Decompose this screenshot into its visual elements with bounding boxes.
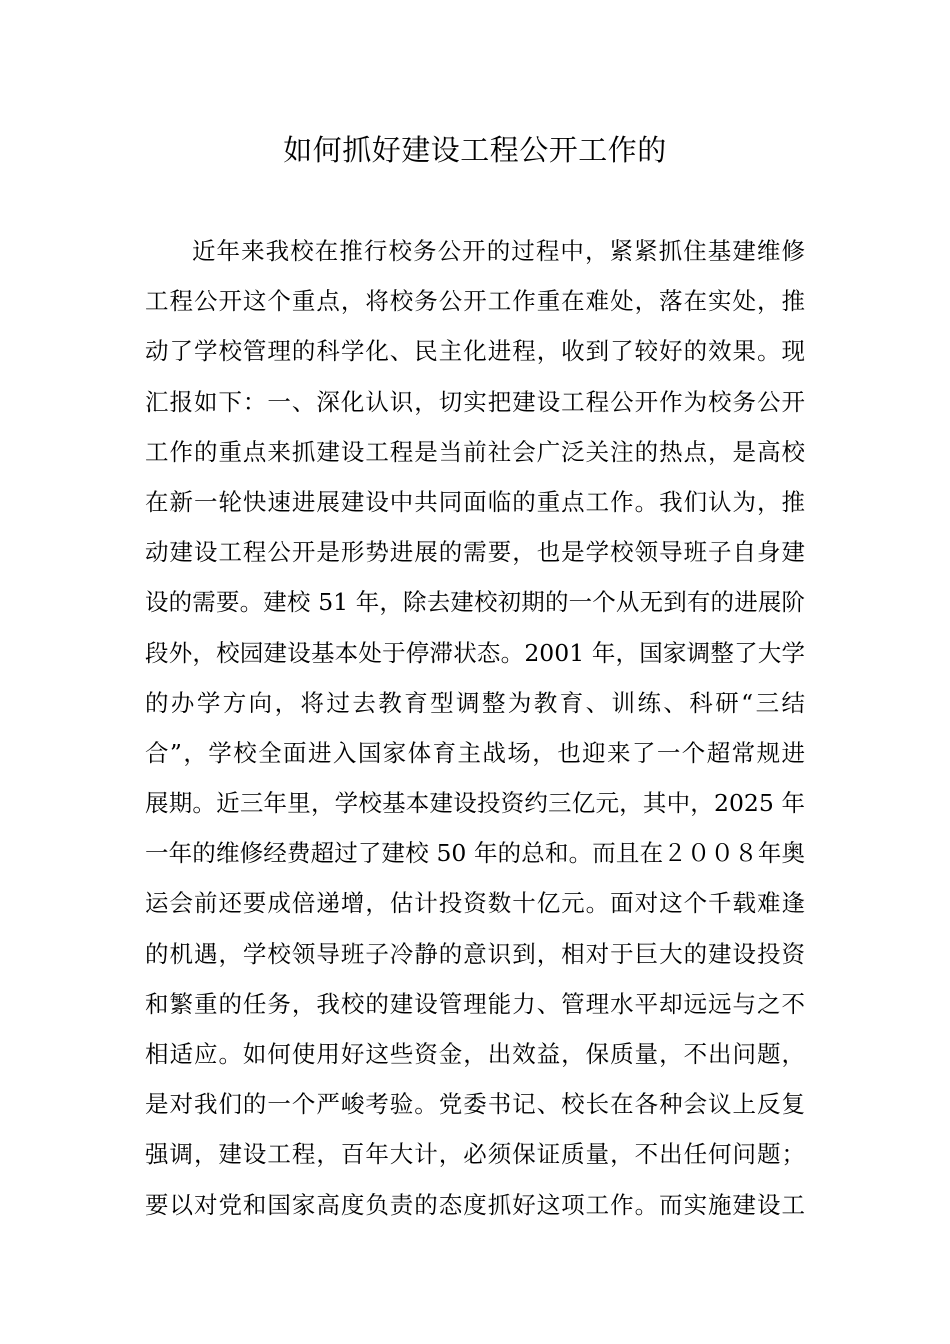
- body-line-17: 相适应。如何使用好这些资金，出效益，保质量，不出问题，: [145, 1040, 805, 1068]
- body-line-4: 汇报如下：一、深化认识，切实把建设工程公开作为校务公开: [145, 387, 805, 416]
- body-line-3: 动了学校管理的科学化、民主化进程，收到了较好的效果。现: [145, 337, 805, 366]
- body-line-7: 动建设工程公开是形势进展的需要，也是学校领导班子自身建: [145, 538, 805, 567]
- body-line-2: 工程公开这个重点，将校务公开工作重在难处，落在实处，推: [145, 287, 805, 316]
- body-line-14: 运会前还要成倍递增，估计投资数十亿元。面对这个千载难逢: [145, 889, 805, 918]
- body-line-5: 工作的重点来抓建设工程是当前社会广泛关注的热点，是高校: [145, 437, 805, 466]
- body-line-18: 是对我们的一个严峻考验。党委书记、校长在各种会议上反复: [145, 1090, 805, 1119]
- document-body: [145, 226, 805, 1230]
- document-title: 如何抓好建设工程公开工作的: [283, 133, 667, 167]
- body-line-8: 设的需要。建校 51 年，除去建校初期的一个从无到有的进展阶: [145, 588, 805, 617]
- body-line-19: 强调，建设工程，百年大计，必须保证质量，不出任何问题；: [145, 1140, 805, 1169]
- body-line-6: 在新一轮快速进展建设中共同面临的重点工作。我们认为，推: [145, 487, 805, 516]
- body-line-13: 一年的维修经费超过了建校 50 年的总和。而且在２００８年奥: [145, 839, 805, 868]
- body-line-12: 展期。近三年里，学校基本建设投资约三亿元，其中，2025 年: [145, 789, 805, 818]
- body-line-16: 和繁重的任务，我校的建设管理能力、管理水平却远远与之不: [145, 989, 805, 1018]
- body-line-20: 要以对党和国家高度负责的态度抓好这项工作。而实施建设工: [145, 1190, 805, 1219]
- body-line-11: 合”，学校全面进入国家体育主战场，也迎来了一个超常规进: [145, 738, 805, 767]
- body-line-15: 的机遇，学校领导班子冷静的意识到，相对于巨大的建设投资: [145, 939, 805, 968]
- body-line-1: 近年来我校在推行校务公开的过程中，紧紧抓住基建维修: [192, 237, 805, 265]
- body-line-9: 段外，校园建设基本处于停滞状态。2001 年，国家调整了大学: [145, 638, 805, 667]
- body-line-10: 的办学方向，将过去教育型调整为教育、训练、科研“三结: [145, 688, 805, 717]
